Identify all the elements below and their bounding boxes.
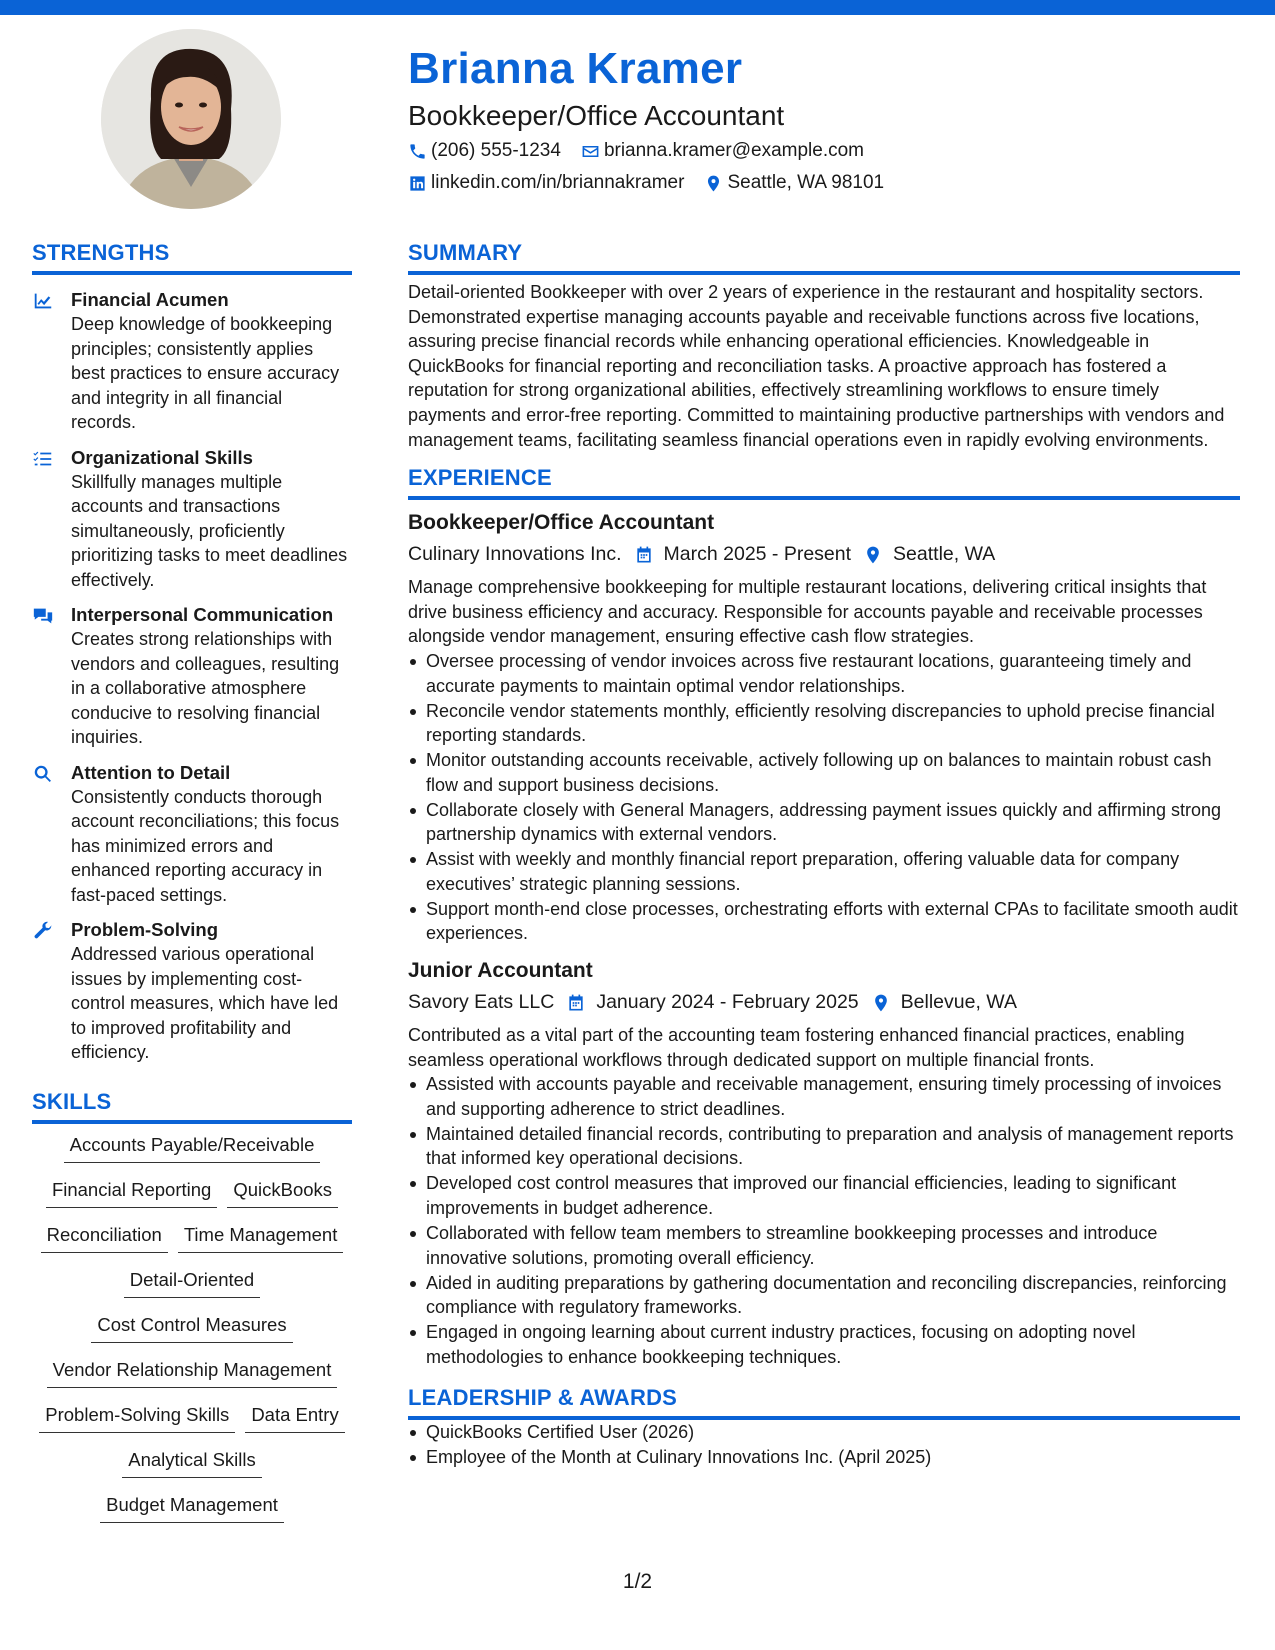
job-meta [408,539,1240,569]
job-bullets [408,1072,1240,1369]
bullet-item: Engaged in ongoing learning about current industry practices, focusing on adopting novel methodologies to enhance bookkeeping techniques. [426,1320,1240,1369]
job-title: Bookkeeper/Office Accountant [408,511,715,535]
page-number: 1/2 [622,1570,653,1593]
candidate-title: Bookkeeper/Office Accountant [408,100,785,131]
skill-tag: Accounts Payable/Receivable [64,1132,321,1163]
award-item: Employee of the Month at Culinary Innovations Inc. (April 2025) [426,1445,1240,1470]
right-column [408,238,1240,1470]
summary-heading: SUMMARY [408,238,1240,275]
envelope-icon [581,142,600,161]
chart-line-icon [32,290,54,312]
magnifier-icon [32,763,54,785]
strength-description: Creates strong relationships with vendors and colleagues, resulting in a collaborative atmosphere conducive to resolving financial inquiries. [71,629,340,747]
wrench-icon [32,920,54,942]
bullet-item: Assisted with accounts payable and receivable management, ensuring timely processing of invoices and supporting adherence to strict deadlines. [426,1072,1240,1121]
left-column [32,238,352,1537]
skill-tag: Vendor Relationship Management [47,1357,338,1388]
contact-row-1 [408,136,1238,166]
skill-tag: Problem-Solving Skills [39,1402,235,1433]
contact-phone[interactable] [408,136,561,166]
strength-description: Addressed various operational issues by implementing cost-control measures, which have led to improved profitability and efficiency. [71,944,339,1062]
awards-list [408,1420,1240,1470]
strength-name: Attention to Detail [71,761,231,783]
bullet-item: Assist with weekly and monthly financial report preparation, offering valuable data for company executives’ strategic planning sessions. [426,847,1240,896]
strength-name: Financial Acumen [71,289,229,310]
strengths-heading: STRENGTHS [32,238,352,275]
map-pin-icon [871,992,891,1012]
experience-heading: EXPERIENCE [408,463,1240,500]
bullet-item: Support month-end close processes, orchestrating efforts with external CPAs to facilitate smooth audit experiences. [426,897,1240,946]
profile-portrait-image [101,29,281,209]
strength-item [32,760,352,908]
job-company: Culinary Innovations Inc. [408,543,622,566]
strength-item [32,602,352,750]
strength-item [32,287,352,435]
job-company: Savory Eats LLC [408,991,555,1014]
bullet-item: Maintained detailed financial records, contributing to preparation and analysis of management reports that informed key operational decisions. [426,1122,1240,1171]
contact-linkedin[interactable] [408,168,684,198]
calendar-icon [634,544,654,564]
linkedin-icon [408,174,427,193]
strength-description: Deep knowledge of bookkeeping principles; consistently applies best practices to ensure accuracy and integrity in all financial records. [71,314,340,432]
job-location: Seattle, WA [893,543,996,566]
bullet-item: Developed cost control measures that improved our financial efficiencies, leading to significant improvements in budget adherence. [426,1171,1240,1220]
strength-name: Problem-Solving [71,919,218,940]
contact-row-2 [408,168,1238,198]
bullet-item: Collaborate closely with General Managers, addressing payment issues quickly and affirming strong partnership dynamics with external vendors. [426,798,1240,847]
skill-tag: Budget Management [100,1492,284,1523]
bullet-item: Oversee processing of vendor invoices across five restaurant locations, guaranteeing timely and accurate payments to maintain optimal vendor relationships. [426,649,1240,698]
job-title: Junior Accountant [408,959,593,983]
job-entry [408,956,1240,1369]
checklist-icon [32,448,54,470]
map-pin-icon [704,174,723,193]
strength-description: Consistently conducts thorough account reconciliations; this focus has minimized errors and enhanced reporting accuracy in fast-paced settings. [71,786,340,905]
skill-tag: Data Entry [245,1402,344,1433]
summary-text: Detail-oriented Bookkeeper with over 2 years of experience in the restaurant and hospitality sectors. Demonstrated expertise managing accounts payable and receivable functions across five locations, assuring precise financial records while enhancing operational efficiencies. Knowledgeable in QuickBooks for financial reporting and reconciliation tasks. A proactive approach has fostered a reputation for strong organizational abilities, effectively streamlining workflows to ensure timely payments and error-free reporting. Committed to maintaining productive partnerships with vendors and management teams, facilitating seamless financial operations even in rapidly evolving environments. [408,282,1225,450]
job-bullets [408,649,1240,946]
location-text: Seattle, WA 98101 [727,172,885,193]
skill-tag: QuickBooks [227,1177,338,1208]
awards-heading: LEADERSHIP & AWARDS [408,1383,1240,1420]
job-entry [408,508,1240,946]
bullet-item: Collaborated with fellow team members to streamline bookkeeping processes and introduce innovative solutions, promoting overall efficiency. [426,1221,1240,1270]
job-description: Contributed as a vital part of the accounting team fostering enhanced financial practices, enabling seamless operational workflows through dedicated support on multiple financial fronts. [408,1025,1185,1070]
strength-name: Organizational Skills [71,446,253,468]
contact-email[interactable] [581,136,864,166]
bullet-item: Aided in auditing preparations by gathering documentation and reconciling discrepancies, reinforcing compliance with regulatory frameworks. [426,1271,1240,1320]
skill-tag: Analytical Skills [122,1447,262,1478]
strength-description: Skillfully manages multiple accounts and transactions simultaneously, proficiently prioritizing tasks to meet deadlines effectively. [71,471,348,590]
skill-tag: Detail-Oriented [124,1267,260,1298]
job-meta [408,987,1240,1017]
skills-list [32,1132,352,1537]
award-item: QuickBooks Certified User (2026) [426,1420,1240,1445]
strength-item [32,445,352,593]
phone-text: (206) 555-1234 [431,140,561,161]
skill-tag: Reconciliation [41,1222,168,1253]
email-text: brianna.kramer@example.com [603,140,864,161]
bullet-item: Monitor outstanding accounts receivable, actively following up on balances to maintain robust cash flow and support business decisions. [426,748,1240,797]
contact-location [704,168,884,198]
strength-name: Interpersonal Communication [71,604,334,625]
strength-item [32,917,352,1065]
skill-tag: Financial Reporting [46,1177,217,1208]
calendar-icon [566,992,586,1012]
job-location: Bellevue, WA [900,991,1017,1014]
skill-tag: Time Management [178,1222,344,1253]
top-accent-bar [0,0,1275,15]
map-pin-icon [863,544,883,564]
profile-photo [101,29,281,209]
job-dates: January 2024 - February 2025 [596,991,859,1014]
job-dates: March 2025 - Present [663,543,852,566]
linkedin-text: linkedin.com/in/briannakramer [431,172,685,193]
skill-tag: Cost Control Measures [91,1312,292,1343]
bullet-item: Reconcile vendor statements monthly, efficiently resolving discrepancies to uphold precise financial reporting standards. [426,699,1240,748]
resume-header [408,40,1238,198]
phone-icon [408,142,427,161]
candidate-name: Brianna Kramer [408,44,743,93]
job-description: Manage comprehensive bookkeeping for multiple restaurant locations, delivering critical insights that drive business efficiency and accuracy. Responsible for accounts payable and receivable processes alongside vendor management, ensuring effective cash flow strategies. [408,577,1207,647]
skills-heading: SKILLS [32,1087,352,1124]
chat-bubbles-icon [32,605,54,627]
